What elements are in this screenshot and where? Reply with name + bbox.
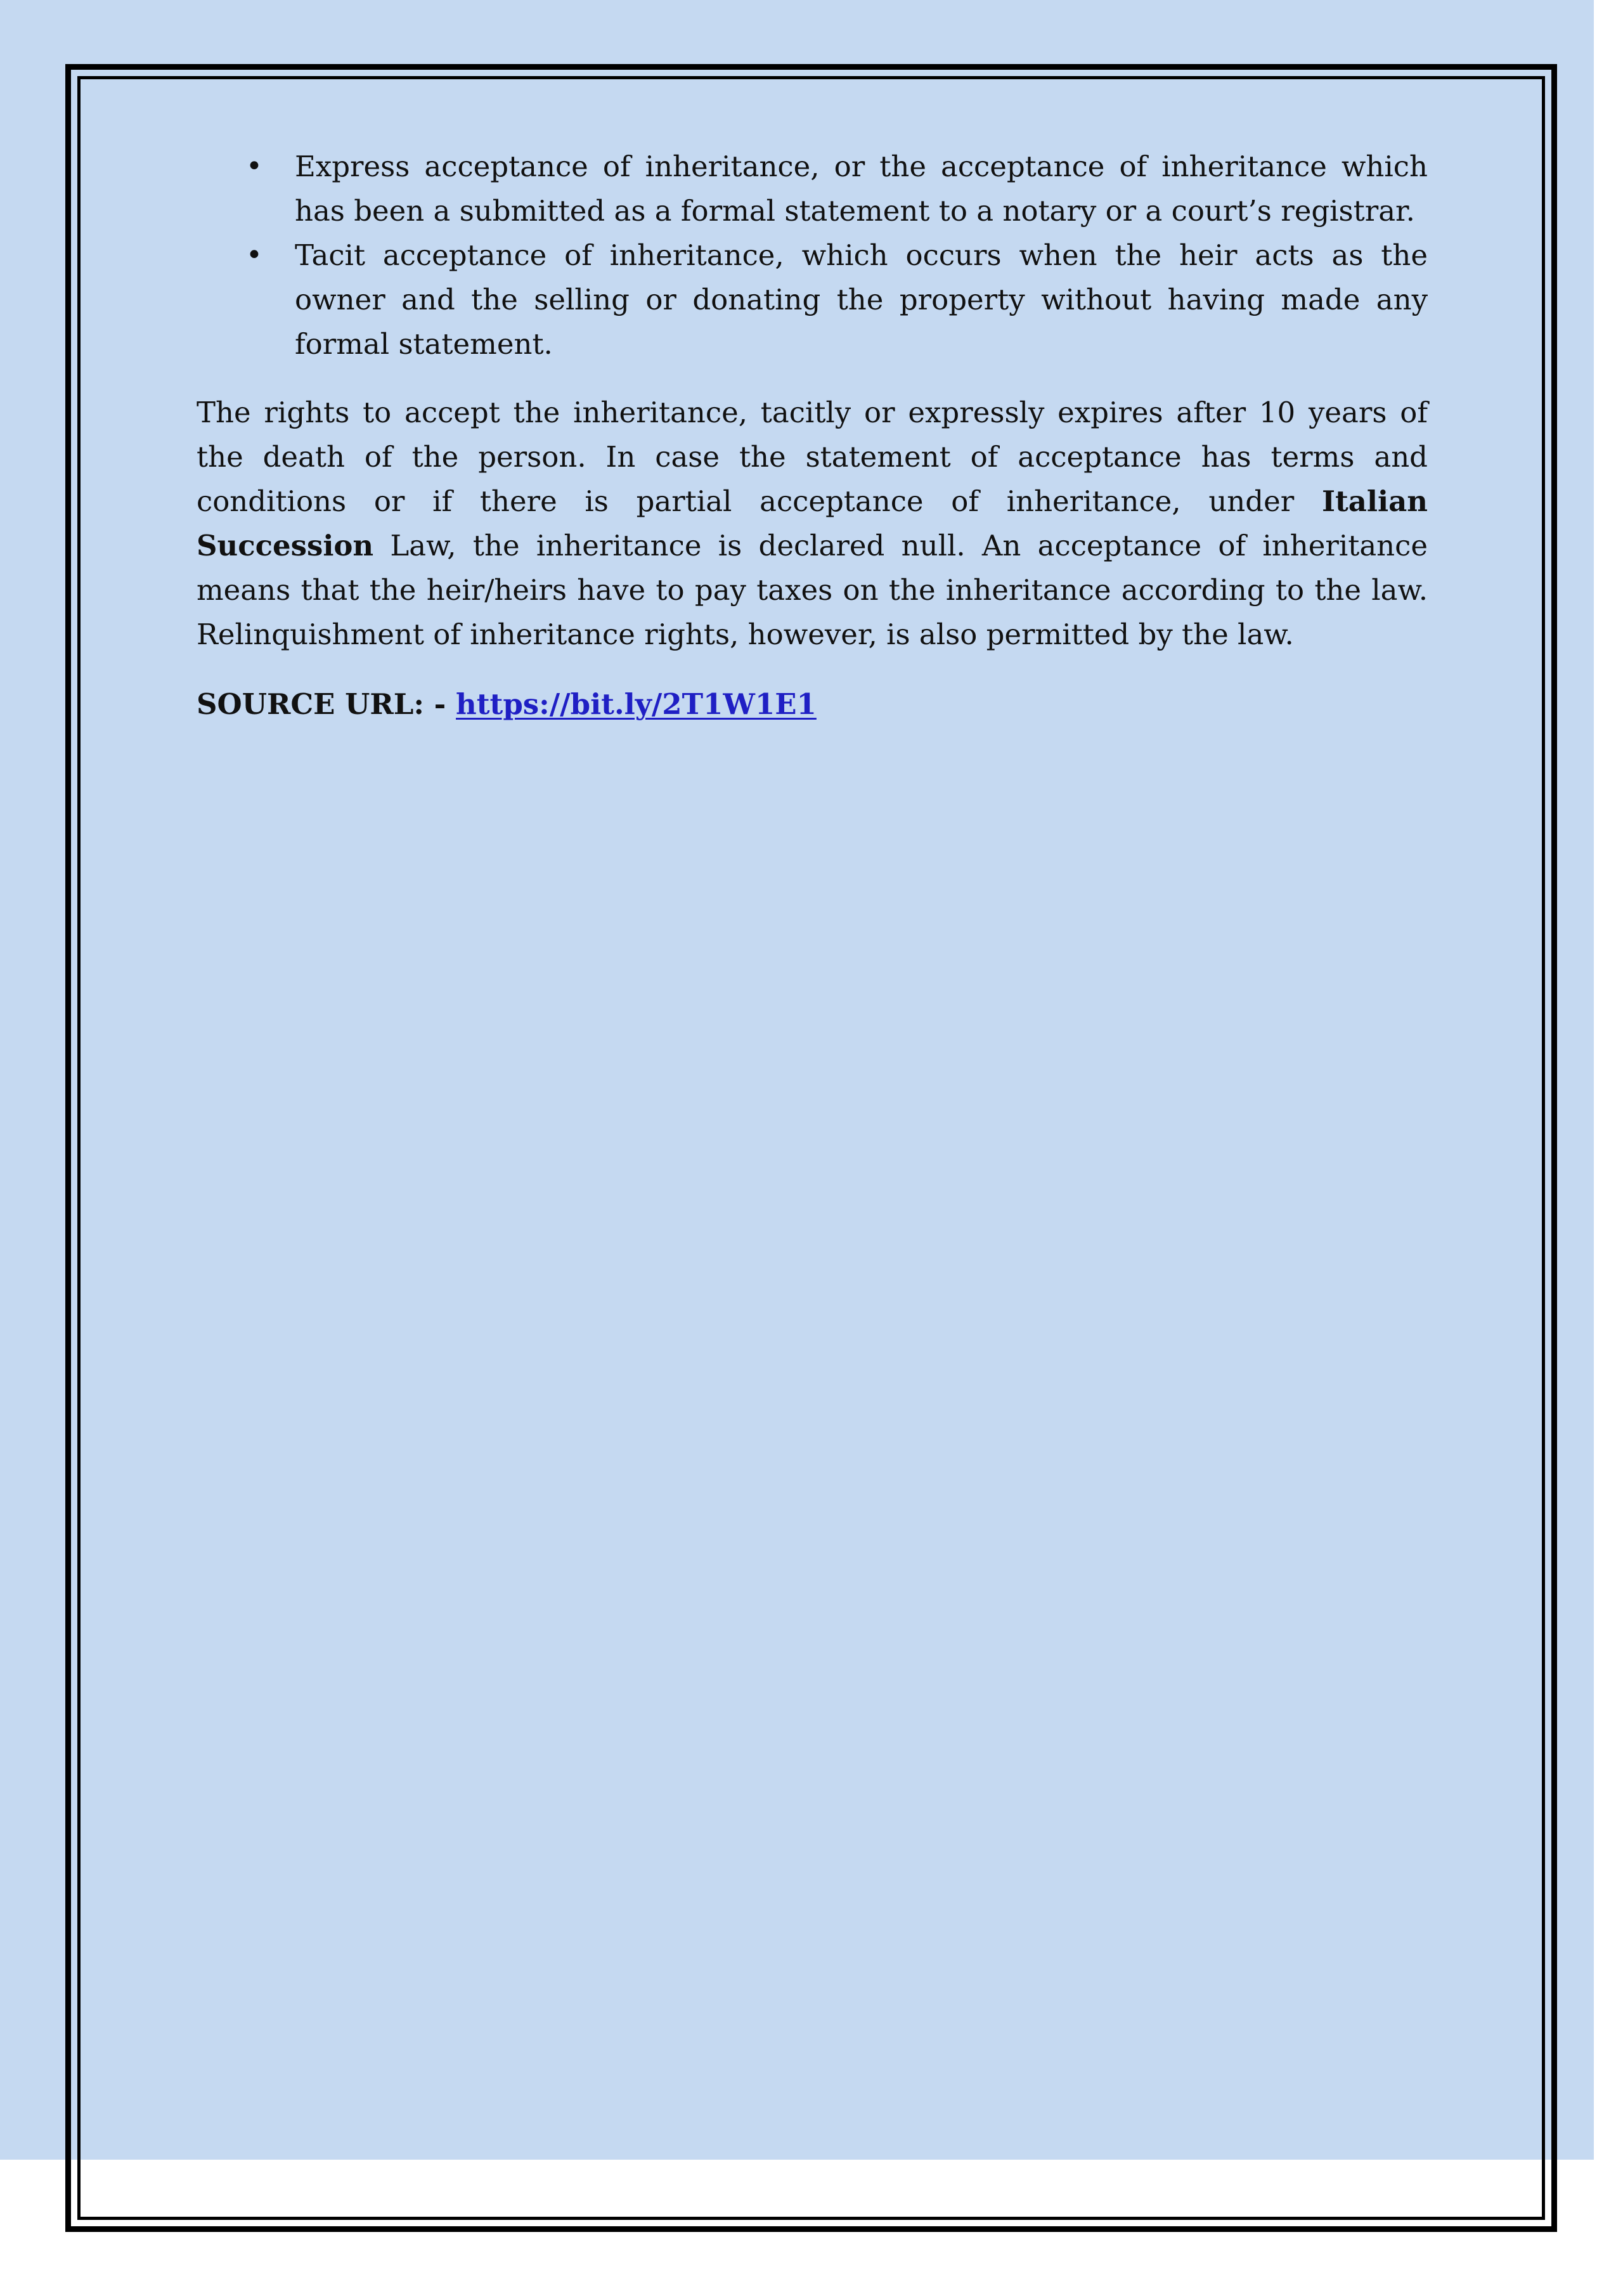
paragraph-bold-term: Italian Succession [197,484,1428,562]
list-item [197,145,1428,233]
bullet-icon: • [246,239,262,271]
body-paragraph [197,391,1428,657]
list-item [197,233,1428,366]
bullet-icon: • [246,150,262,183]
paragraph-text-start: The rights to accept the inheritance, tacitly or expressly expires after 10 years of the death of the person. In case the statement of acceptance has terms and conditions or if there is partial acceptance of inheritance, under [197,396,1428,518]
paragraph-text-end: Law, the inheritance is declared null. An acceptance of inheritance means that the heir/heirs have to pay taxes on the inheritance according to the law. Relinquishment of inheritance rights, however, is also permitted by the law. [197,529,1428,651]
source-line [197,682,1428,727]
list-item-text: Tacit acceptance of inheritance, which occurs when the heir acts as the owner and the selling or donating the property without having made any formal statement. [295,238,1428,361]
document-content [197,145,1428,727]
source-label: SOURCE URL: - [197,687,456,721]
source-link[interactable]: https://bit.ly/2T1W1E1 [456,687,817,721]
acceptance-types-list [197,145,1428,366]
list-item-text: Express acceptance of inheritance, or the acceptance of inheritance which has been a submitted as a formal statement to a notary or a court’s registrar. [295,150,1428,228]
